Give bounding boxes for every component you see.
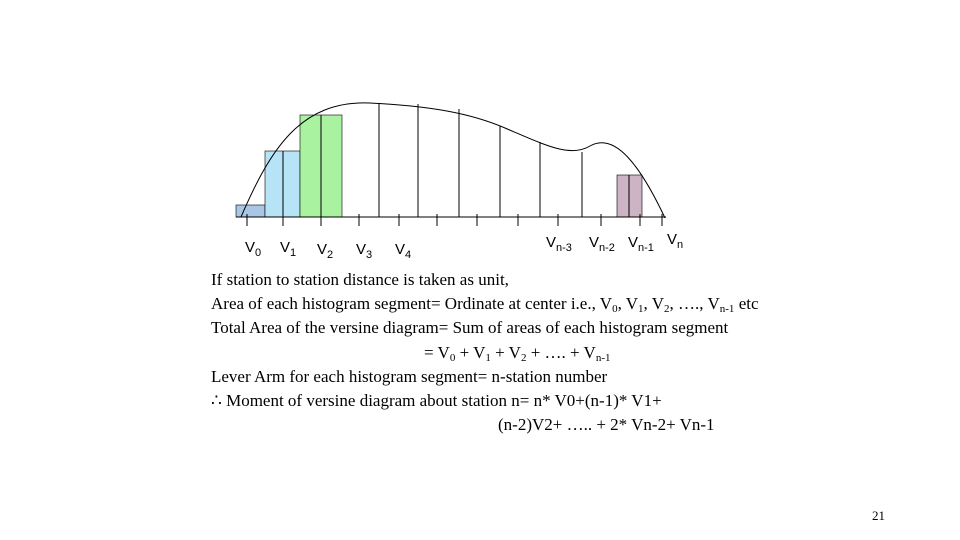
text-line-sum-equation: = $V_0 + V_1 + V_2$ + …. + $V_{n-1}$	[424, 342, 611, 364]
station-label-v3: $V_3$	[356, 241, 373, 261]
text-line-area: Area of each histogram segment= Ordinate at center i.e., $V_0$, $V_1$, $V_2$, …., $V_{n-1}$ etc	[211, 294, 759, 316]
therefore-symbol: ∴	[211, 391, 222, 411]
page-number: 21	[872, 508, 885, 523]
station-label-vn-3: $V_{n-3}$	[546, 234, 572, 254]
text-line-total-area: Total Area of the versine diagram= Sum of areas of each histogram segment	[211, 318, 729, 338]
text-line-unit: If station to station distance is taken as unit,	[211, 270, 509, 289]
station-label-vn-2: $V_{n-2}$	[589, 234, 615, 254]
text-line-moment: ∴ Moment of versine diagram about station n= n* V0+(n-1)* V1+	[211, 391, 662, 411]
text-line-moment-continued: (n-2)V2+ ….. + 2* Vn-2+ Vn-1	[498, 415, 715, 435]
text-line-lever-arm: Lever Arm for each histogram segment= n-station number	[211, 366, 608, 386]
station-label-v4: $V_4$	[395, 241, 412, 261]
station-label-v1: $V_1$	[280, 239, 297, 259]
station-label-v2: $V_2$	[317, 241, 334, 261]
explanation-text	[211, 268, 911, 437]
histogram-bar-v0	[236, 205, 265, 217]
station-label-vn-1: $V_{n-1}$	[628, 234, 654, 254]
station-label-v0: $V_0$	[245, 239, 262, 259]
station-label-vn: $V_n$	[667, 231, 684, 251]
